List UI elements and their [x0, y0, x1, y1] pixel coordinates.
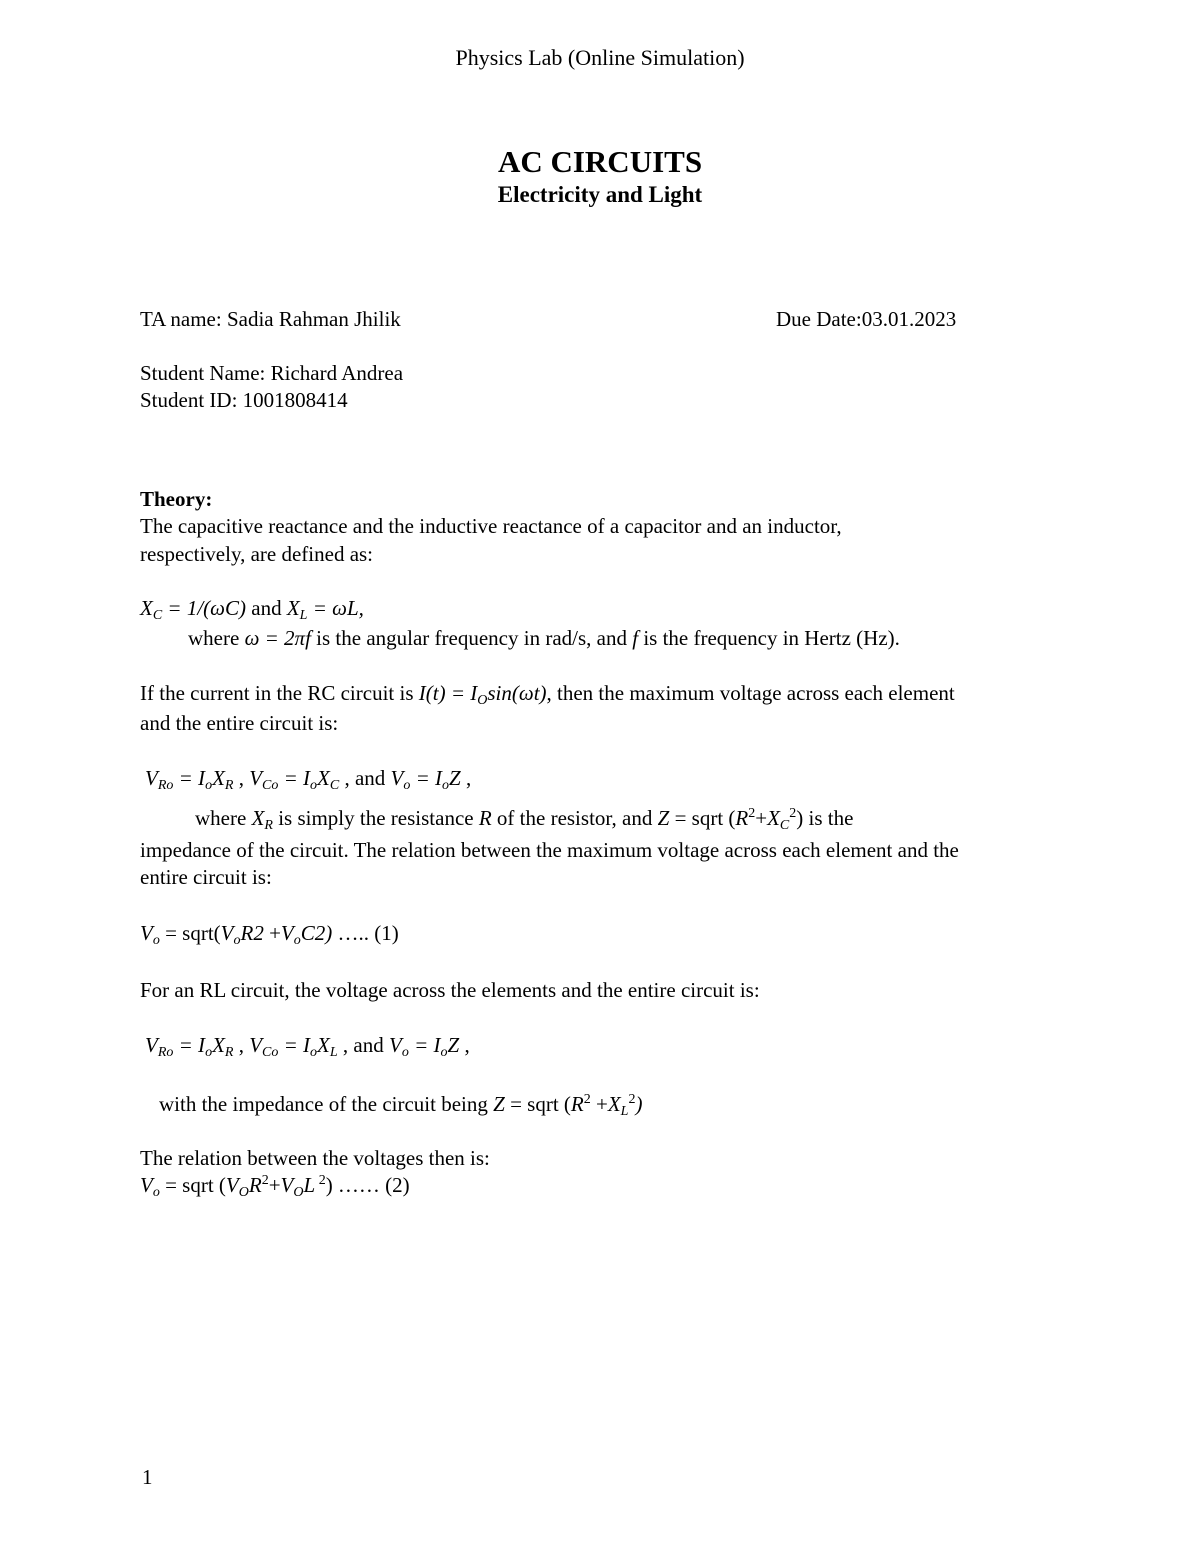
document-title: AC CIRCUITS [497, 144, 703, 179]
paragraph-line: entire circuit is: [140, 865, 272, 889]
paragraph-line: The relation between the voltages then is: [140, 1146, 490, 1170]
page-number: 1 [142, 1465, 153, 1489]
paragraph-line: For an RL circuit, the voltage across the elements and the entire circuit is: [140, 978, 760, 1002]
paragraph-line: respectively, are defined as: [140, 542, 374, 566]
rc-voltage-equation: $V_{Ro} = I_oX_R$ , $V_{Co} = I_oX_C$ , and $V_o = I_oZ$ , [145, 766, 472, 793]
rl-relation-equation: $V_o$ = sqrt ($V_OR^2+V_OL$ $^2$) …… (2) [140, 1173, 410, 1200]
rc-where-line: where $X_R$ is simply the resistance R of the resistor, and Z = sqrt $(R^2+X_C^2)$ is the [195, 806, 854, 833]
reactance-equation: $X_C = 1/(\omega C)$ and $X_L = \omega L$, [140, 596, 364, 623]
page-header: Physics Lab (Online Simulation) [455, 45, 745, 70]
rl-impedance-line: with the impedance of the circuit being Z = sqrt $(R^2 +X_L^2)$ [159, 1092, 643, 1119]
student-name: Student Name: Richard Andrea [140, 361, 404, 385]
paragraph-line: impedance of the circuit. The relation between the maximum voltage across each element and the [140, 838, 959, 862]
paragraph-line: and the entire circuit is: [140, 711, 339, 735]
ta-name: TA name: Sadia Rahman Jhilik [140, 307, 401, 331]
due-date: Due Date:03.01.2023 [776, 307, 957, 331]
reactance-where-line: where ω = 2πf is the angular frequency in rad/s, and f is the frequency in Hertz (Hz). [188, 626, 900, 650]
theory-heading: Theory: [140, 487, 213, 511]
rl-voltage-equation: $V_{Ro} = I_oX_R$ , $V_{Co} = I_oX_L$ , and $V_o = I_oZ$ , [145, 1033, 470, 1060]
paragraph-line: If the current in the RC circuit is $I(t) = I_O\sin(\omega t)$, then the maximum voltage across each element [140, 681, 955, 708]
rc-relation-equation: $V_o$ = $sqrt(V_oR2 +V_oC2)$ ….. (1) [140, 921, 399, 948]
document-subtitle: Electricity and Light [497, 182, 703, 207]
student-id: Student ID: 1001808414 [140, 388, 348, 412]
paragraph-line: The capacitive reactance and the inductive reactance of a capacitor and an inductor, [140, 514, 842, 538]
